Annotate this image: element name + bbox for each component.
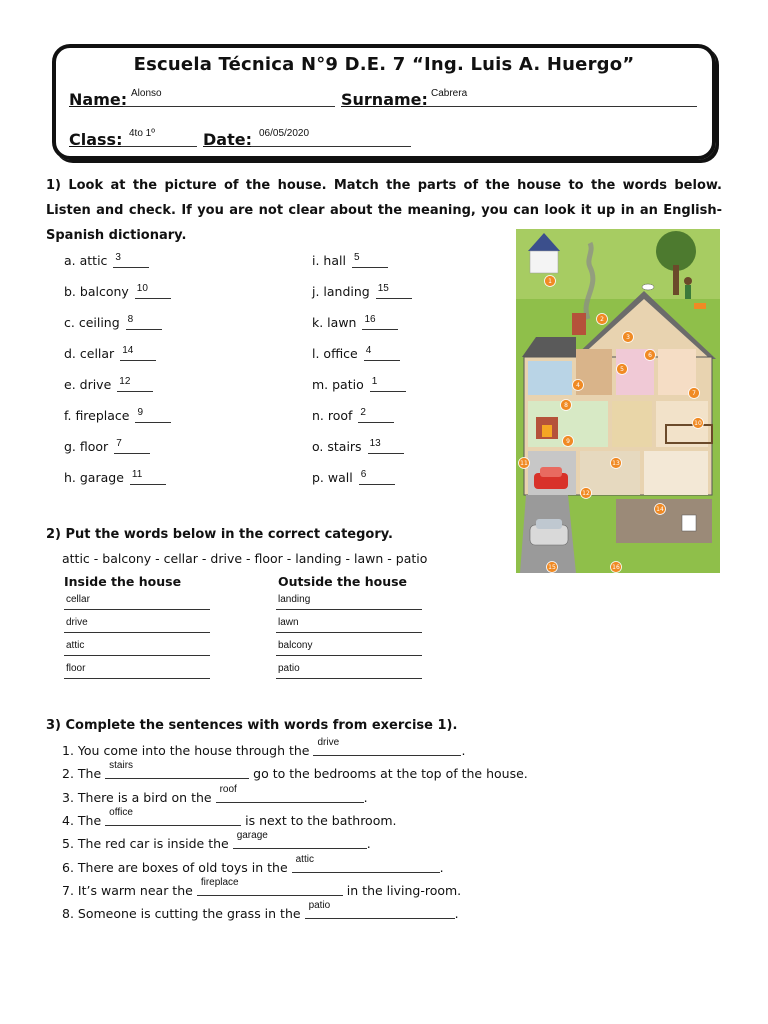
surname-label: Surname: [341, 90, 428, 109]
match-item [64, 408, 171, 423]
match-answer-field[interactable]: 15 [376, 288, 412, 299]
match-answer-field[interactable]: 3 [113, 257, 149, 268]
exercise-2-instruction: 2) Put the words below in the correct category. [46, 527, 393, 542]
match-answer-field[interactable]: 12 [117, 381, 153, 392]
inside-answer-field[interactable]: floor [64, 664, 210, 679]
match-item [64, 253, 149, 268]
match-item [64, 439, 150, 454]
match-item-label: b. balcony [64, 284, 129, 299]
house-marker-number: 11 [520, 460, 528, 467]
sentence-answer-field[interactable]: attic [292, 860, 440, 873]
house-marker-number: 16 [612, 564, 620, 571]
match-item-label: d. cellar [64, 346, 115, 361]
match-answer-field[interactable]: 4 [364, 350, 400, 361]
house-marker-number: 2 [600, 316, 604, 323]
exercise-1-instruction: 1) Look at the picture of the house. Match the parts of the house to the words below. Listen and check. If you are not clear about the meaning, you can look it up in an English-Spanish dictionary. [46, 178, 722, 243]
sentence-item: 7. It’s warm near the fireplace in the living-room. [62, 876, 462, 898]
house-marker-number: 13 [612, 460, 620, 467]
house-marker-number: 14 [656, 506, 664, 513]
match-answer-field[interactable]: 8 [126, 319, 162, 330]
school-title: Escuela Técnica N°9 D.E. 7 “Ing. Luis A. Huergo” [133, 54, 635, 75]
inside-answer-field[interactable]: cellar [64, 595, 210, 610]
house-marker-number: 12 [582, 490, 590, 497]
match-item-label: g. floor [64, 439, 109, 454]
match-answer-field[interactable]: 6 [359, 474, 395, 485]
match-item-label: n. roof [312, 408, 353, 423]
match-answer-field[interactable]: 9 [135, 412, 171, 423]
match-item-label: c. ceiling [64, 315, 120, 330]
surname-field[interactable]: Cabrera [423, 92, 697, 107]
match-item [312, 470, 395, 485]
name-field[interactable]: Alonso [123, 92, 335, 107]
match-item [64, 284, 171, 299]
match-item [64, 470, 166, 485]
match-answer-field[interactable]: 14 [120, 350, 156, 361]
match-item-label: h. garage [64, 470, 124, 485]
house-marker-number: 7 [692, 390, 696, 397]
match-answer-field[interactable]: 11 [130, 474, 166, 485]
match-answer-field[interactable]: 7 [114, 443, 150, 454]
match-item [64, 346, 156, 361]
match-item-label: o. stairs [312, 439, 362, 454]
class-label: Class: [69, 130, 123, 149]
match-item-label: m. patio [312, 377, 364, 392]
sentence-answer-field[interactable]: roof [216, 790, 364, 803]
sentence-item: 1. You come into the house through the drive . [62, 737, 466, 758]
match-answer-field[interactable]: 5 [352, 257, 388, 268]
sentence-item: 3. There is a bird on the roof . [62, 783, 368, 805]
match-item-label: i. hall [312, 253, 346, 268]
house-marker-number: 3 [626, 334, 630, 341]
sentence-item: 4. The office is next to the bathroom. [62, 806, 397, 828]
sentence-answer-field[interactable]: stairs [105, 766, 249, 779]
match-item-label: a. attic [64, 253, 108, 268]
name-label: Name: [69, 90, 128, 109]
match-item [64, 377, 153, 392]
sentence-item: 8. Someone is cutting the grass in the patio . [62, 900, 459, 922]
house-marker-number: 6 [648, 352, 652, 359]
house-marker-number: 5 [620, 366, 624, 373]
house-marker-number: 4 [576, 382, 580, 389]
outside-heading: Outside the house [278, 574, 408, 589]
inside-answer-field[interactable]: attic [64, 641, 210, 656]
house-marker-number: 15 [548, 564, 556, 571]
match-answer-field[interactable]: 16 [362, 319, 398, 330]
class-field[interactable]: 4to 1º [121, 132, 197, 147]
house-marker-number: 1 [548, 278, 552, 285]
match-item [312, 408, 394, 423]
outside-answer-field[interactable]: balcony [276, 641, 422, 656]
match-item-label: k. lawn [312, 315, 357, 330]
match-answer-field[interactable]: 2 [358, 412, 394, 423]
match-item-label: e. drive [64, 377, 112, 392]
inside-answer-field[interactable]: drive [64, 618, 210, 633]
house-marker-number: 9 [566, 438, 570, 445]
inside-heading: Inside the house [64, 574, 182, 589]
house-marker-number: 10 [694, 420, 702, 427]
exercise-3-instruction: 3) Complete the sentences with words from exercise 1). [46, 718, 458, 733]
match-answer-field[interactable]: 10 [135, 288, 171, 299]
house-marker-number: 8 [564, 402, 568, 409]
outside-answer-field[interactable]: lawn [276, 618, 422, 633]
sentence-item: 6. There are boxes of old toys in the attic . [62, 853, 444, 875]
match-item [312, 346, 400, 361]
match-item [312, 284, 412, 299]
match-item-label: f. fireplace [64, 408, 130, 423]
match-item [312, 439, 404, 454]
match-item [312, 253, 388, 268]
sentence-answer-field[interactable]: garage [233, 836, 367, 849]
sentence-answer-field[interactable]: drive [313, 743, 461, 756]
sentence-item: 5. The red car is inside the garage . [62, 830, 371, 852]
match-item [64, 315, 162, 330]
match-item-label: p. wall [312, 470, 353, 485]
date-label: Date: [203, 130, 252, 149]
sentence-answer-field[interactable]: fireplace [197, 883, 343, 896]
sentence-item: 2. The stairs go to the bedrooms at the top of the house. [62, 760, 528, 782]
match-item [312, 315, 398, 330]
match-item-label: j. landing [312, 284, 370, 299]
match-item-label: l. office [312, 346, 358, 361]
outside-answer-field[interactable]: landing [276, 595, 422, 610]
match-answer-field[interactable]: 13 [368, 443, 404, 454]
word-bank: attic - balcony - cellar - drive - floor - landing - lawn - patio [62, 551, 428, 566]
match-item [312, 377, 406, 392]
sentence-answer-field[interactable]: office [105, 813, 241, 826]
sentence-answer-field[interactable]: patio [305, 906, 455, 919]
outside-answer-field[interactable]: patio [276, 664, 422, 679]
match-answer-field[interactable]: 1 [370, 381, 406, 392]
date-field[interactable]: 06/05/2020 [251, 132, 411, 147]
